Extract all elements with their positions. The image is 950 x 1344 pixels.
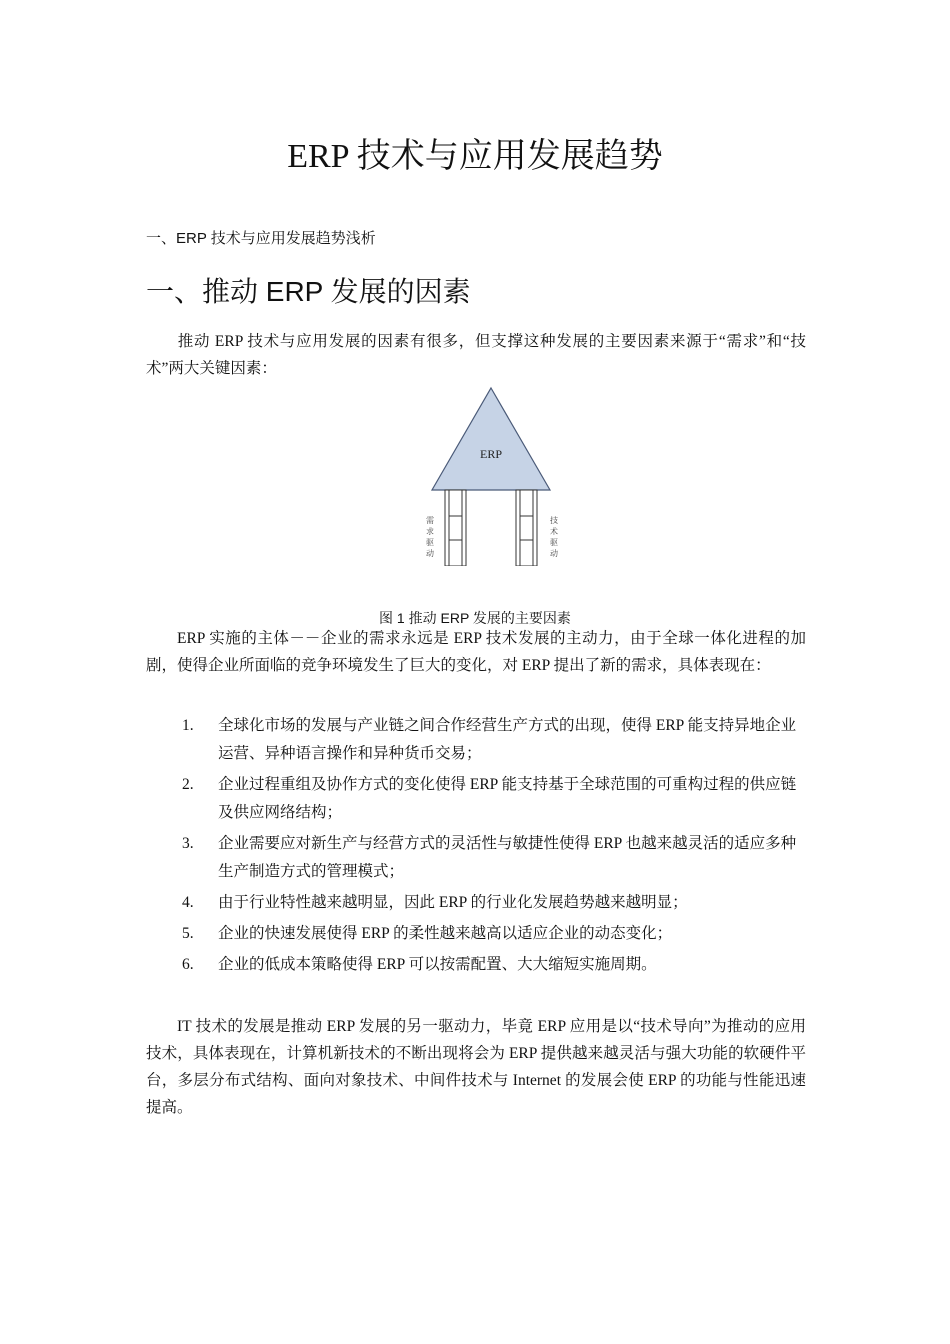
list-item [146, 889, 806, 917]
intro-paragraph-text: 推动 ERP 技术与应用发展的因素有很多，但支撑这种发展的主要因素来源于“需求”和“技术”两大关键因素： [146, 333, 806, 377]
left-pillar-label: 需求驱动 [425, 516, 435, 560]
list-item-number: 4. [182, 894, 194, 911]
demand-list [146, 712, 806, 982]
document-title: ERP 技术与应用发展趋势 [287, 138, 663, 175]
right-pillar-label: 技术驱动 [549, 516, 559, 560]
list-item-text: 企业的低成本策略使得 ERP 可以按需配置、大大缩短实施周期。 [218, 956, 657, 973]
section-heading: 一、推动 ERP 发展的因素 [146, 276, 471, 307]
list-item-number: 6. [182, 956, 194, 973]
list-item [146, 920, 806, 948]
demand-paragraph-text: ERP 实施的主体－－企业的需求永远是 ERP 技术发展的主动力，由于全球一体化进程的加剧，使得企业所面临的竞争环境发生了巨大的变化，对 ERP 提出了新的需求，具体表现在： [146, 630, 806, 674]
list-item-number: 3. [182, 835, 194, 852]
intro-paragraph [146, 328, 806, 382]
section-subheading: 一、ERP 技术与应用发展趋势浅析 [146, 230, 376, 247]
demand-paragraph [146, 625, 806, 679]
list-item-text: 全球化市场的发展与产业链之间合作经营生产方式的出现，使得 ERP 能支持异地企业运营、异种语言操作和异种货币交易； [218, 717, 797, 762]
technology-paragraph-text: IT 技术的发展是推动 ERP 发展的另一驱动力，毕竟 ERP 应用是以“技术导向”为推动的应用技术，具体表现在，计算机新技术的不断出现将会为 ERP 提供越来越灵活与强大功能的软硬件平台，多层分布式结构、面向对象技术、中间件技术与 Internet 的发展会使 ERP 的功能与性能迅速提高。 [146, 1018, 806, 1116]
list-item-number: 5. [182, 925, 194, 942]
list-item-number: 2. [182, 776, 194, 793]
list-item-number: 1. [182, 717, 194, 734]
technology-paragraph [146, 1013, 806, 1121]
list-item-text: 由于行业特性越来越明显，因此 ERP 的行业化发展趋势越来越明显； [218, 894, 688, 911]
right-pillar [516, 490, 537, 566]
erp-triangle [432, 388, 550, 490]
erp-triangle-label: ERP [479, 447, 503, 461]
list-item [146, 830, 806, 886]
list-item-text: 企业需要应对新生产与经营方式的灵活性与敏捷性使得 ERP 也越来越灵活的适应多种生产制造方式的管理模式； [218, 835, 797, 880]
list-item [146, 771, 806, 827]
list-item [146, 712, 806, 768]
list-item-text: 企业的快速发展使得 ERP 的柔性越来越高以适应企业的动态变化； [218, 925, 673, 942]
erp-factors-figure [412, 386, 572, 566]
left-pillar [445, 490, 466, 566]
figure-caption: 图 1 推动 ERP 发展的主要因素 [379, 610, 571, 626]
list-item [146, 951, 806, 979]
list-item-text: 企业过程重组及协作方式的变化使得 ERP 能支持基于全球范围的可重构过程的供应链及供应网络结构； [218, 776, 797, 821]
